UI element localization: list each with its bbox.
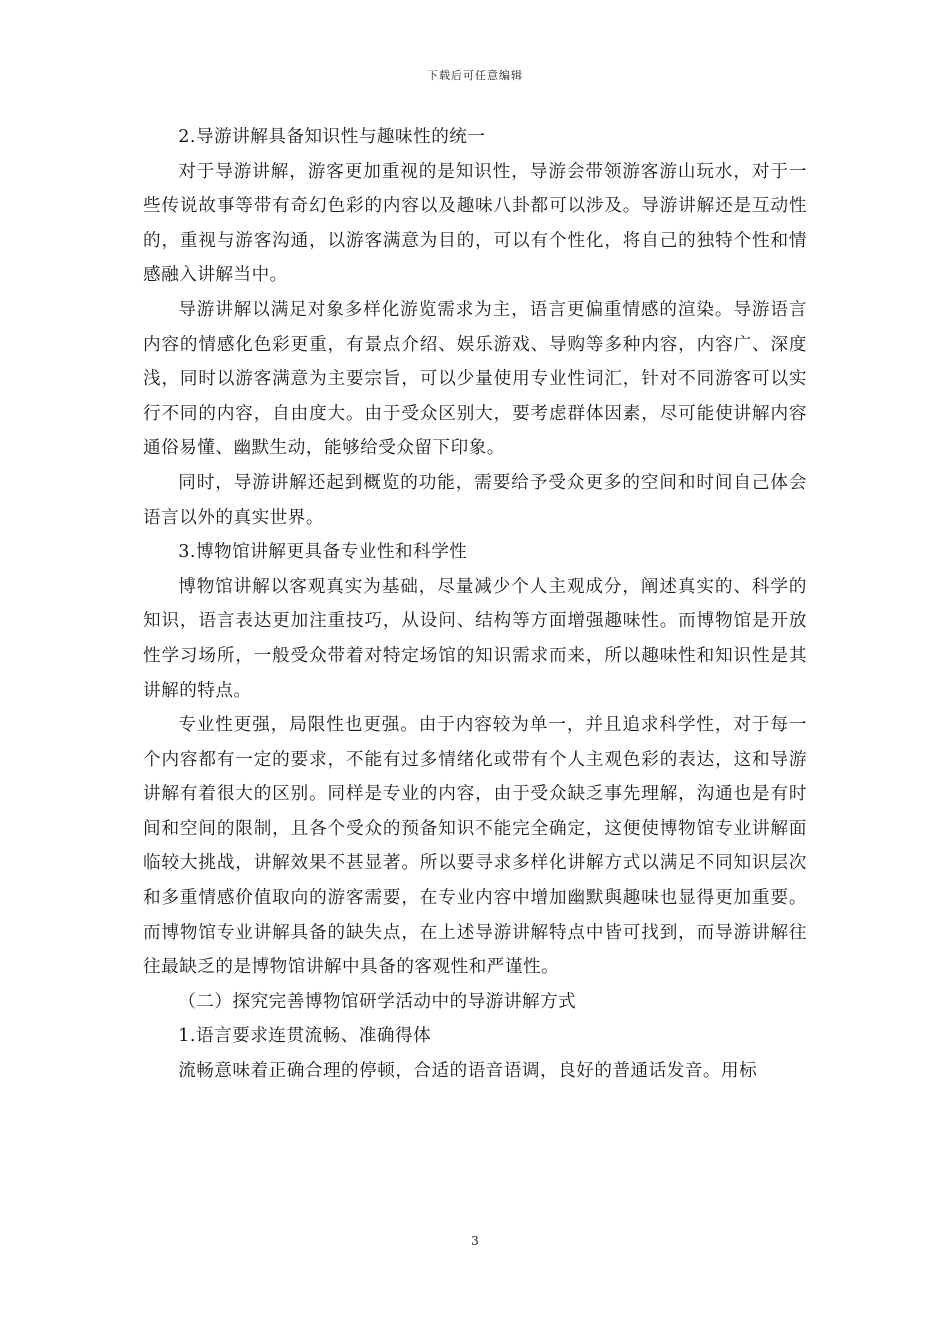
document-body xyxy=(143,120,807,1089)
body-paragraph: 博物馆讲解以客观真实为基础，尽量减少个人主观成分，阐述真实的、科学的知识，语言表达更加注重技巧，从设问、结构等方面增强趣味性。而博物馆是开放性学习场所，一般受众带着对特定场馆的知识需求而来，所以趣味性和知识性是其讲解的特点。 xyxy=(143,576,807,701)
page-number: 3 xyxy=(471,1234,479,1248)
body-paragraph: 对于导游讲解，游客更加重视的是知识性，导游会带领游客游山玩水，对于一些传说故事等带有奇幻色彩的内容以及趣味八卦都可以涉及。导游讲解还是互动性的，重视与游客沟通，以游客满意为目的，可以有个性化，将自己的独特个性和情感融入讲解当中。 xyxy=(143,161,807,286)
subsection-heading: （二）探究完善博物馆研学活动中的导游讲解方式 xyxy=(178,991,577,1012)
section-heading-2: 2.导游讲解具备知识性与趣味性的统一 xyxy=(178,127,486,147)
section-heading-1: 1.语言要求连贯流畅、准确得体 xyxy=(178,1026,432,1047)
body-paragraph: 流畅意味着正确合理的停顿，合适的语音语调，良好的普通话发音。用标 xyxy=(178,1061,758,1082)
page-header-note: 下载后可任意编辑 xyxy=(427,69,523,82)
body-paragraph: 导游讲解以满足对象多样化游览需求为主，语言更偏重情感的渲染。导游语言内容的情感化色彩更重，有景点介绍、娱乐游戏、导购等多种内容，内容广、深度浅，同时以游客满意为主要宗旨，可以少量使用专业性词汇，针对不同游客可以实行不同的内容，自由度大。由于受众区别大，要考虑群体因素，尽可能使讲解内容通俗易懂、幽默生动，能够给受众留下印象。 xyxy=(143,299,807,459)
body-paragraph: 同时，导游讲解还起到概览的功能，需要给予受众更多的空间和时间自己体会语言以外的真实世界。 xyxy=(143,472,807,528)
section-heading-3: 3.博物馆讲解更具备专业性和科学性 xyxy=(178,542,468,563)
body-paragraph: 专业性更强，局限性也更强。由于内容较为单一，并且追求科学性，对于每一个内容都有一定的要求，不能有过多情绪化或带有个人主观色彩的表达，这和导游讲解有着很大的区别。同样是专业的内容，由于受众缺乏事先理解，沟通也是有时间和空间的限制，且各个受众的预备知识不能完全确定，这便使博物馆专业讲解面临较大挑战，讲解效果不甚显著。所以要寻求多样化讲解方式以满足不同知识层次和多重情感价值取向的游客需要，在专业内容中增加幽默與趣味也显得更加重要。而博物馆专业讲解具备的缺失点，在上述导游讲解特点中皆可找到，而导游讲解往往最缺乏的是博物馆讲解中具备的客观性和严谨性。 xyxy=(143,715,807,978)
